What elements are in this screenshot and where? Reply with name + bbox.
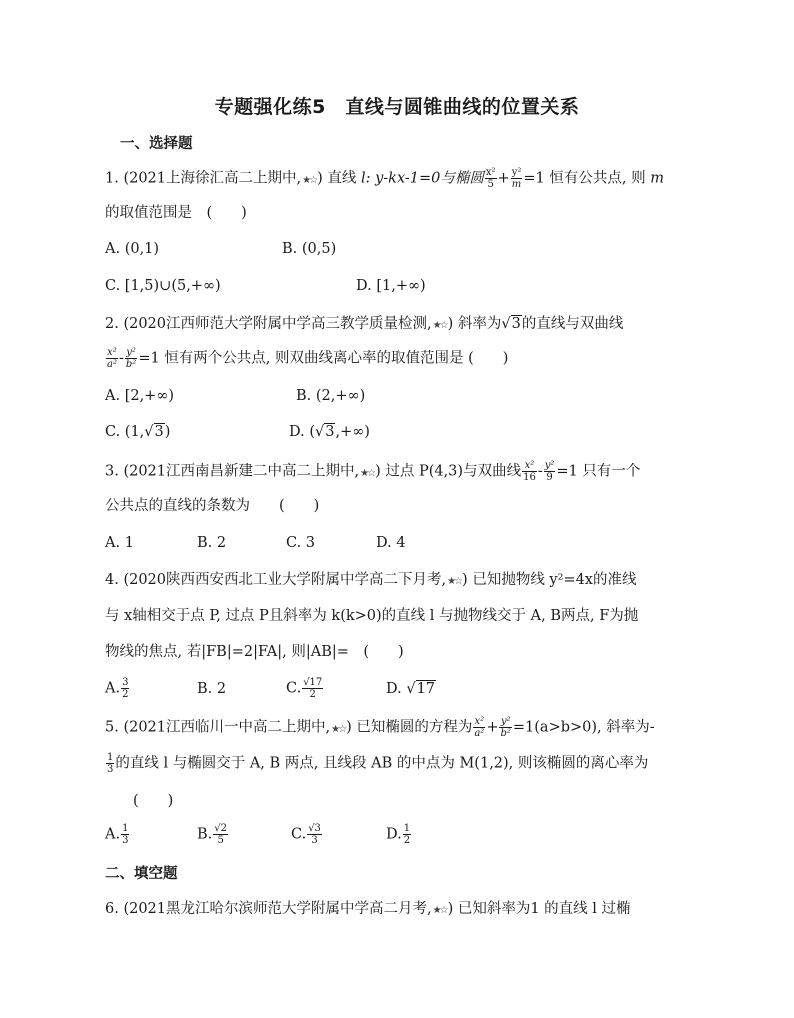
fraction: $\frac{√3}{3}$ <box>308 823 321 846</box>
q3-option-a: A. 1 <box>105 535 134 551</box>
fraction: $\frac{\text{x²}}{\text{a²}}$ <box>107 347 117 370</box>
q2-option-a: A. [2,+∞) <box>105 388 175 404</box>
question-2-line-2: $\frac{\text{x²}}{\text{a²}}$ - $\frac{\text{y²}}{\text{b²}}$ =1 恒有两个公共点, 则双曲线离心率的取值范围是 ( ) <box>107 347 509 370</box>
q4-option-d: D. √17 <box>386 681 436 697</box>
question-4-line-1: 4. (2020陕西西安西北工业大学附属中学高二下月考,★☆) 已知抛物线 y²=4x的准线 <box>105 570 636 592</box>
q2-option-b: B. (2,+∞) <box>296 388 366 404</box>
q3-option-b: B. 2 <box>197 535 227 551</box>
question-1-line-1: 1. (2021上海徐汇高二上期中,★☆) 直线 l: y-kx-1=0与椭圆 $\frac{\text{x²}}{5}$ + $\frac{\text{y²}}{m}$ =1 恒有公共点, 则 m <box>105 167 664 190</box>
fraction: $\frac{\text{x²}}{\text{a²}}$ <box>474 716 485 739</box>
q4-option-c: C. $\frac{√17}{2}$ <box>286 677 323 700</box>
fraction: $\frac{\text{y²}}{9}$ <box>544 460 555 483</box>
question-5-line-1: 5. (2021江西临川一中高二上期中,★☆) 已知椭圆的方程为 $\frac{\text{x²}}{\text{a²}}$ + $\frac{\text{y²}}{\text{b²}}$ =1(a>b>0), 斜率为- <box>105 716 655 739</box>
q4-option-a: A. $\frac{3}{2}$ <box>105 677 129 700</box>
question-4-line-3: 物线的焦点, 若|FB|=2|FA|, 则|AB|= ( ) <box>105 644 404 660</box>
q5-option-b: B. $\frac{√2}{5}$ <box>197 823 227 846</box>
question-5-line-3: ( ) <box>133 793 174 809</box>
fraction: $\frac{\text{y²}}{\text{b²}}$ <box>500 716 511 739</box>
fraction: $\frac{1}{3}$ <box>122 823 129 846</box>
fraction: $\frac{1}{3}$ <box>107 752 114 775</box>
question-6-line-1: 6. (2021黑龙江哈尔滨师范大学附属中学高二月考,★☆) 已知斜率为1 的直线 l 过椭 <box>105 899 631 921</box>
q1-option-c: C. [1,5)∪(5,+∞) <box>105 278 221 294</box>
q1-option-b: B. (0,5) <box>282 241 337 257</box>
question-3-line-1: 3. (2021江西南昌新建二中高二上期中,★☆) 过点 P(4,3)与双曲线 $\frac{\text{x²}}{16}$ - $\frac{\text{y²}}{9}$ =1 只有一个 <box>105 460 641 483</box>
fraction: $\frac{\text{x²}}{16}$ <box>523 460 536 483</box>
section-heading-fill: 二、填空题 <box>105 866 178 882</box>
question-1-line-2: 的取值范围是 ( ) <box>105 205 247 221</box>
star-rating-icon: ★☆ <box>302 174 317 186</box>
q3-option-d: D. 4 <box>376 535 406 551</box>
page-title: 专题强化练5 直线与圆锥曲线的位置关系 <box>214 96 580 118</box>
fraction: $\frac{1}{2}$ <box>403 823 411 846</box>
fraction: $\frac{3}{2}$ <box>122 677 129 700</box>
q3-option-c: C. 3 <box>286 535 316 551</box>
q5-option-c: C. $\frac{√3}{3}$ <box>291 823 321 846</box>
q4-option-b: B. 2 <box>197 681 227 697</box>
section-heading-choice: 一、选择题 <box>120 136 193 152</box>
fraction: $\frac{\text{x²}}{5}$ <box>485 167 496 190</box>
q2-option-d: D. (√3,+∞) <box>289 424 370 440</box>
star-rating-icon: ★☆ <box>447 576 462 587</box>
fraction: $\frac{\text{y²}}{m}$ <box>511 167 522 190</box>
fraction: $\frac{\text{y²}}{\text{b²}}$ <box>125 347 137 370</box>
star-rating-icon: ★☆ <box>432 905 447 916</box>
question-5-line-2: $\frac{1}{3}$ 的直线 l 与椭圆交于 A, B 两点, 且线段 AB 的中点为 M(1,2), 则该椭圆的离心率为 <box>107 752 649 775</box>
question-3-line-2: 公共点的直线的条数为 ( ) <box>105 498 320 514</box>
star-rating-icon: ★☆ <box>331 723 346 735</box>
q1-option-d: D. [1,+∞) <box>356 278 426 294</box>
fraction: $\frac{√2}{5}$ <box>214 823 227 846</box>
star-rating-icon: ★☆ <box>432 320 447 331</box>
q5-option-a: A. $\frac{1}{3}$ <box>105 823 129 846</box>
question-4-line-2: 与 x轴相交于点 P, 过点 P且斜率为 k(k>0)的直线 l 与抛物线交于 A, B两点, F为抛 <box>105 608 639 624</box>
question-2-line-1: 2. (2020江西师范大学附属中学高三教学质量检测,★☆) 斜率为√3的直线与双曲线 <box>105 314 623 336</box>
q5-option-d: D. $\frac{1}{2}$ <box>386 823 411 846</box>
q2-option-c: C. (1,√3) <box>105 424 171 440</box>
fraction: $\frac{√17}{2}$ <box>303 677 323 700</box>
q1-option-a: A. (0,1) <box>105 241 160 257</box>
star-rating-icon: ★☆ <box>360 467 375 479</box>
